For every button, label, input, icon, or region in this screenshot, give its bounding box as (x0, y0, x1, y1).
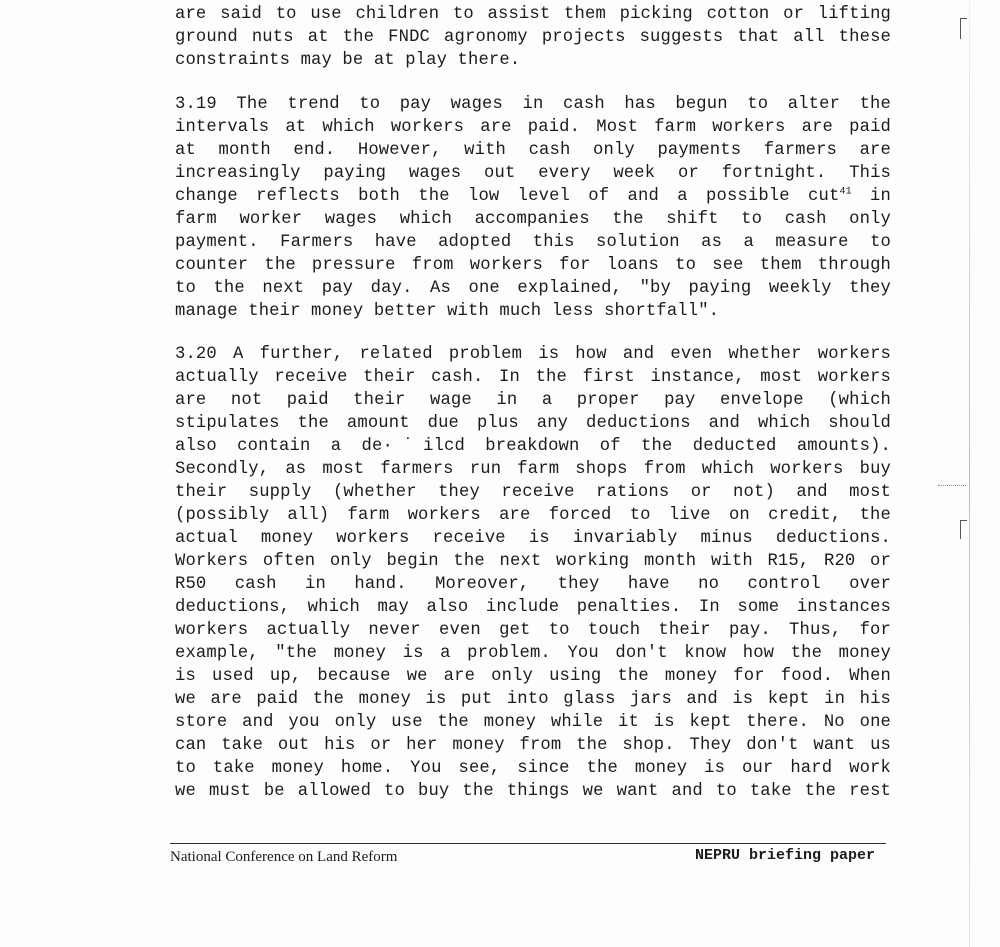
text-line: store and you only use the money while it is kept there. No one (175, 713, 891, 732)
footnote-reference: 41 (839, 186, 852, 198)
text-line: also contain a de·˙ilcd breakdown of the deducted amounts). (175, 437, 891, 456)
text-line: (possibly all) farm workers are forced to live on credit, the (175, 506, 891, 525)
text-line: 3.20 A further, related problem is how and even whether workers (175, 345, 891, 364)
text-line: counter the pressure from workers for loans to see them through (175, 256, 891, 275)
text-line: we are paid the money is put into glass jars and is kept in his (175, 690, 891, 709)
paragraph-3-19 (175, 93, 891, 323)
text-line: actually receive their cash. In the first instance, most workers (175, 368, 891, 387)
text-line: 3.19 The trend to pay wages in cash has begun to alter the (175, 95, 891, 114)
text-line: Workers often only begin the next working month with R15, R20 or (175, 552, 891, 571)
text-line: deductions, which may also include penalties. In some instances (175, 598, 891, 617)
footer-paper-label: NEPRU briefing paper (695, 847, 876, 864)
text-line: to take money home. You see, since the money is our hard work (175, 759, 891, 778)
text-line: payment. Farmers have adopted this solution as a measure to (175, 233, 891, 252)
text-line-with-footnote (175, 185, 891, 208)
text-line: increasingly paying wages out every week or fortnight. This (175, 164, 891, 183)
text-line: stipulates the amount due plus any deductions and which should (175, 414, 891, 433)
text-line: constraints may be at play there. (175, 51, 521, 70)
footer-conference-title: National Conference on Land Reform (170, 849, 398, 865)
text-line: R50 cash in hand. Moreover, they have no control over (175, 575, 891, 594)
text-line: is used up, because we are only using the money for food. When (175, 667, 891, 686)
text-line: are said to use children to assist them picking cotton or lifting (175, 5, 891, 24)
margin-dot-mark (938, 485, 966, 487)
margin-bracket-mark (960, 18, 967, 39)
paragraph-3-20 (175, 343, 891, 803)
paragraph-continuation (175, 3, 891, 72)
text-line-main: change reflects both the low level of and a possible cut (175, 187, 840, 206)
text-line: to the next pay day. As one explained, "by paying weekly they (175, 279, 891, 298)
text-line: Secondly, as most farmers run farm shops from which workers buy (175, 460, 891, 479)
text-line: ground nuts at the FNDC agronomy projects suggests that all these (175, 28, 891, 47)
text-line: workers actually never even get to touch their pay. Thus, for (175, 621, 891, 640)
text-line: example, "the money is a problem. You don't know how the money (175, 644, 891, 663)
footer-divider (170, 843, 886, 844)
text-line: at month end. However, with cash only payments farmers are (175, 141, 891, 160)
text-line: we must be allowed to buy the things we want and to take the rest (175, 782, 891, 801)
scan-edge-shadow (969, 0, 970, 947)
text-line: their supply (whether they receive rations or not) and most (175, 483, 891, 502)
margin-bracket-mark (960, 520, 967, 539)
text-line: are not paid their wage in a proper pay envelope (which (175, 391, 891, 410)
text-line: actual money workers receive is invariably minus deductions. (175, 529, 891, 548)
text-line: farm worker wages which accompanies the shift to cash only (175, 210, 891, 229)
text-line: intervals at which workers are paid. Most farm workers are paid (175, 118, 891, 137)
text-line: can take out his or her money from the shop. They don't want us (175, 736, 891, 755)
text-line: manage their money better with much less shortfall". (175, 302, 720, 321)
text-line-tail: in (851, 187, 891, 206)
